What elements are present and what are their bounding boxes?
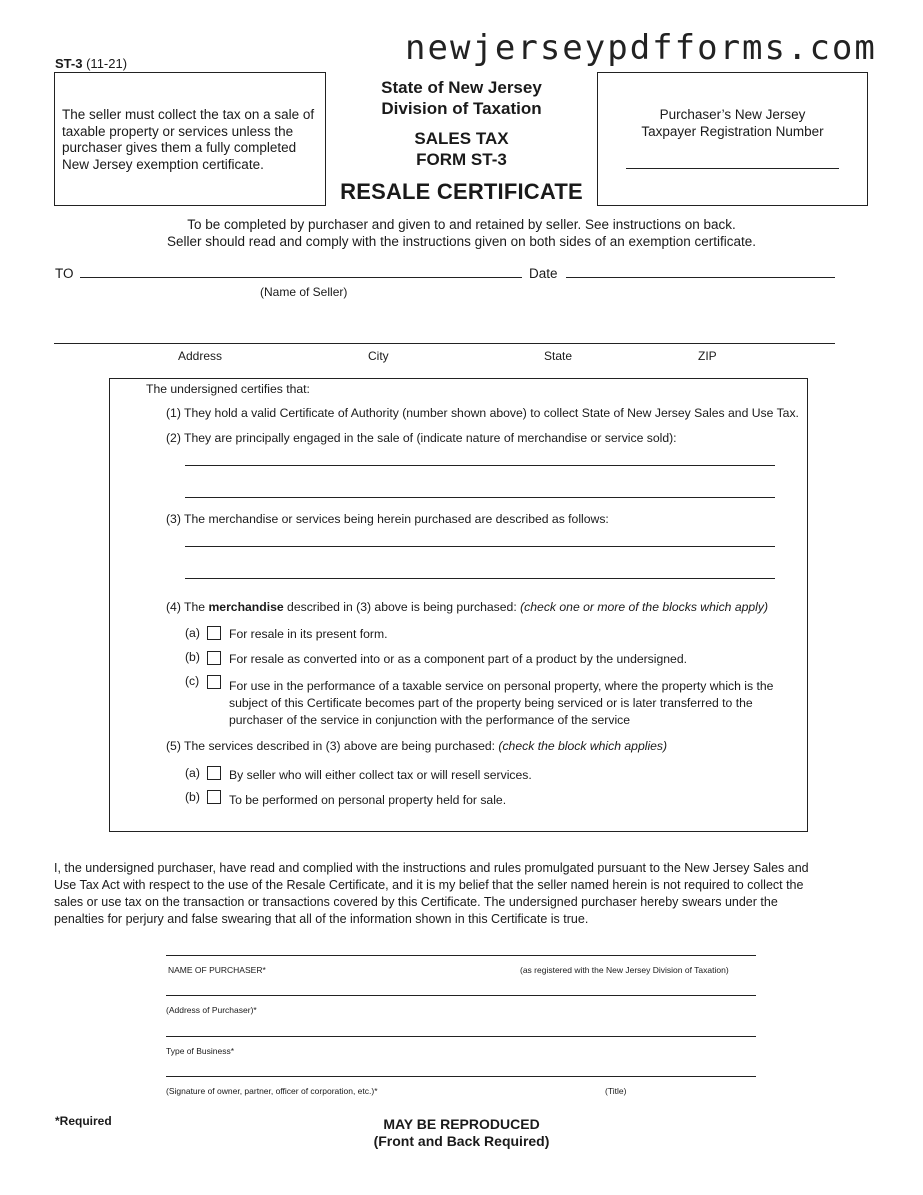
certification-item-1: (1) They hold a valid Certificate of Authority (number shown above) to collect State of New Jersey Sales and Use Tax. bbox=[166, 406, 799, 420]
form-code: ST-3 bbox=[55, 56, 83, 71]
item5-option-b-checkbox[interactable] bbox=[207, 790, 221, 804]
item4-option-c-line1: For use in the performance of a taxable service on personal property, where the property which is the bbox=[229, 679, 774, 693]
form-revision: (11-21) bbox=[86, 56, 128, 71]
form-id bbox=[55, 56, 127, 71]
date-field[interactable] bbox=[566, 277, 835, 278]
seller-address-field[interactable] bbox=[54, 343, 835, 344]
page-title: RESALE CERTIFICATE bbox=[340, 179, 583, 204]
item4-italic: (check one or more of the blocks which apply) bbox=[520, 600, 769, 614]
address-caption: Address bbox=[178, 349, 223, 363]
instructions-line1: To be completed by purchaser and given to and retained by seller. See instructions on back. bbox=[187, 217, 736, 232]
registration-label-line2: Taxpayer Registration Number bbox=[641, 123, 824, 139]
item5-prefix: (5) The services described in (3) above are being purchased: bbox=[166, 739, 499, 753]
header-division: Division of Taxation bbox=[381, 99, 542, 118]
state-caption: State bbox=[544, 349, 573, 363]
purchaser-registration-box bbox=[597, 72, 868, 206]
instructions-line2: Seller should read and comply with the instructions given on both sides of an exemption certificate. bbox=[166, 233, 757, 249]
item4-bold: merchandise bbox=[208, 600, 284, 614]
required-note: *Required bbox=[55, 1114, 112, 1128]
title-label: (Title) bbox=[605, 1086, 627, 1096]
item4-option-c-letter: (c) bbox=[185, 674, 200, 688]
item5-option-b-letter: (b) bbox=[185, 790, 200, 804]
header-agency bbox=[330, 77, 593, 119]
item4-option-a-checkbox[interactable] bbox=[207, 626, 221, 640]
purchaser-address-label: (Address of Purchaser)* bbox=[166, 1005, 257, 1015]
business-type-label: Type of Business* bbox=[166, 1046, 235, 1056]
reproduction-line1: MAY BE REPRODUCED bbox=[383, 1116, 540, 1132]
instructions bbox=[0, 217, 923, 250]
purchaser-declaration: I, the undersigned purchaser, have read and complied with the instructions and rules promulgated pursuant to the New Jersey Sales and Use Tax Act with respect to the use of the Resale Certificate, and it is my belief that the seller named herein is not required to collect the sales or use tax on the transaction or transactions covered by this Certificate. The undersigned purchaser hereby swears under the penalties for perjury and false swearing that all of the information shown in this Certificate is true. bbox=[54, 861, 809, 926]
certification-item-2: (2) They are principally engaged in the sale of (indicate nature of merchandise or service sold): bbox=[166, 431, 677, 445]
item5-italic: (check the block which applies) bbox=[498, 739, 668, 753]
header-sales-tax: SALES TAX bbox=[414, 129, 509, 148]
seller-notice-text: The seller must collect the tax on a sale of taxable property or services unless the purchaser gives them a fully completed New Jersey exemption certificate. bbox=[62, 107, 315, 172]
item5-option-a-checkbox[interactable] bbox=[207, 766, 221, 780]
item4-option-b-text: For resale as converted into or as a component part of a product by the undersigned. bbox=[229, 652, 687, 666]
city-caption: City bbox=[368, 349, 389, 363]
certification-item-3: (3) The merchandise or services being herein purchased are described as follows: bbox=[166, 512, 609, 526]
header-form-number: FORM ST-3 bbox=[416, 150, 507, 169]
merchandise-description-line-1[interactable] bbox=[185, 546, 775, 547]
seller-name-field[interactable] bbox=[80, 277, 522, 278]
item4-option-a-letter: (a) bbox=[185, 626, 200, 640]
certification-item-5 bbox=[166, 739, 667, 753]
signature-label: (Signature of owner, partner, officer of corporation, etc.)* bbox=[166, 1086, 378, 1096]
site-watermark: newjerseypdfforms.com bbox=[405, 28, 877, 68]
item4-option-b-letter: (b) bbox=[185, 650, 200, 664]
nature-of-business-line-1[interactable] bbox=[185, 465, 775, 466]
certification-intro: The undersigned certifies that: bbox=[146, 382, 310, 396]
certification-item-4 bbox=[166, 600, 768, 614]
purchaser-name-note: (as registered with the New Jersey Division of Taxation) bbox=[520, 965, 729, 975]
seller-name-caption: (Name of Seller) bbox=[260, 285, 348, 299]
item4-mid: described in (3) above is being purchased: bbox=[283, 600, 521, 614]
item4-option-c-line3: purchaser of the service in conjunction with the performance of the service bbox=[229, 713, 631, 727]
business-type-field[interactable] bbox=[166, 1036, 756, 1037]
purchaser-name-label: NAME OF PURCHASER* bbox=[168, 965, 266, 975]
nature-of-business-line-2[interactable] bbox=[185, 497, 775, 498]
item4-option-c-checkbox[interactable] bbox=[207, 675, 221, 689]
header-form bbox=[330, 128, 593, 170]
registration-number-field[interactable] bbox=[626, 168, 839, 169]
registration-label bbox=[598, 107, 867, 140]
item5-option-a-letter: (a) bbox=[185, 766, 200, 780]
seller-notice-box bbox=[54, 72, 326, 206]
purchaser-address-field[interactable] bbox=[166, 995, 756, 996]
zip-caption: ZIP bbox=[698, 349, 717, 363]
signature-field[interactable] bbox=[166, 1076, 756, 1077]
item4-option-c-text bbox=[229, 678, 773, 729]
to-label: TO bbox=[55, 266, 74, 281]
item5-option-b-text: To be performed on personal property held for sale. bbox=[229, 793, 507, 807]
reproduction-line2: (Front and Back Required) bbox=[373, 1133, 550, 1149]
item4-option-b-checkbox[interactable] bbox=[207, 651, 221, 665]
item4-option-c-line2: subject of this Certificate becomes part of the property being serviced or is later transferred to the bbox=[229, 696, 753, 710]
item5-option-a-text: By seller who will either collect tax or will resell services. bbox=[229, 768, 532, 782]
reproduction-notice bbox=[330, 1116, 593, 1150]
header-state: State of New Jersey bbox=[381, 78, 542, 97]
item4-prefix: (4) The bbox=[166, 600, 209, 614]
merchandise-description-line-2[interactable] bbox=[185, 578, 775, 579]
date-label: Date bbox=[529, 266, 558, 281]
item4-option-a-text: For resale in its present form. bbox=[229, 627, 388, 641]
purchaser-name-field[interactable] bbox=[166, 955, 756, 956]
registration-label-line1: Purchaser’s New Jersey bbox=[659, 107, 806, 122]
